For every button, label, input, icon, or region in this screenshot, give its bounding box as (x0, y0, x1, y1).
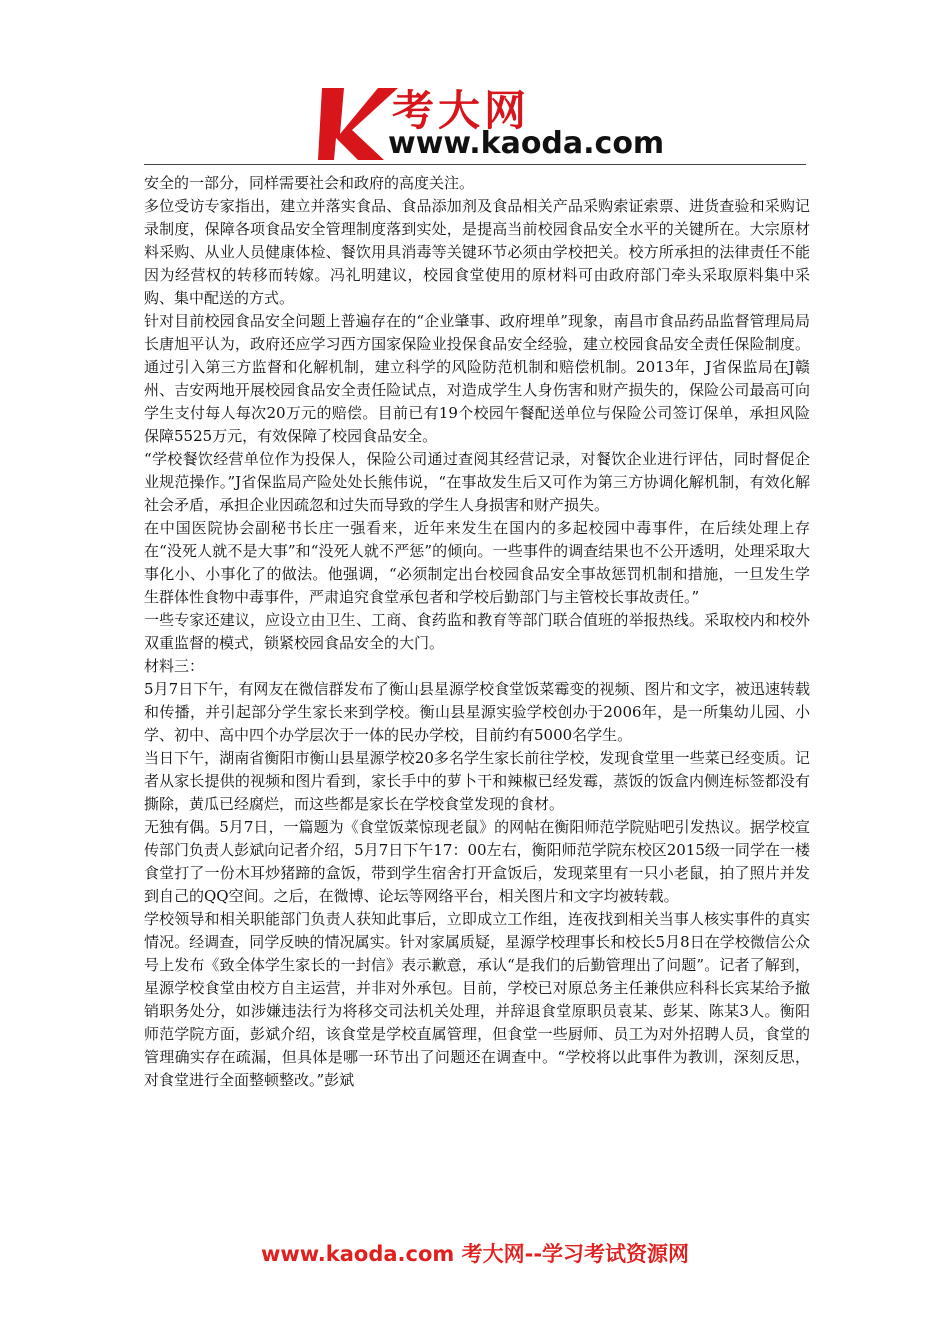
site-logo (318, 82, 665, 164)
paragraph: 学校领导和相关职能部门负责人获知此事后，立即成立工作组，连夜找到相关当事人核实事件的真实情况。经调查，同学反映的情况属实。针对家属质疑，星源学校理事长和校长5月8日在学校微信公众号上发布《致全体学生家长的一封信》表示歉意，承认“是我们的后勤管理出了问题”。记者了解到，星源学校食堂由校方自主运营，并非对外承包。目前，学校已对原总务主任兼供应科科长宾某给予撤销职务处分，如涉嫌违法行为将移交司法机关处理，并辞退食堂原职员袁某、彭某、陈某3人。衡阳师范学院方面，彭斌介绍，该食堂是学校直属管理，但食堂一些厨师、员工为对外招聘人员，食堂的管理确实存在疏漏，但具体是哪一环节出了问题还在调查中。“学校将以此事件为教训，深刻反思，对食堂进行全面整顿整改。”彭斌 (144, 910, 810, 1089)
logo-brand-cn: 考大网 (392, 86, 531, 135)
paragraph: 在中国医院协会副秘书长庄一强看来，近年来发生在国内的多起校园中毒事件，在后续处理上存在“没死人就不是大事”和“没死人就不严惩”的倾向。一些事件的调查结果也不公开透明，处理采取大事化小、小事化了的做法。他强调，“必须制定出台校园食品安全事故惩罚机制和措施，一旦发生学生群体性食物中毒事件，严肃追究食堂承包者和学校后勤部门与主管校长事故责任。” (144, 519, 810, 606)
paragraph: 无独有偶。5月7日，一篇题为《食堂饭菜惊现老鼠》的网帖在衡阳师范学院贴吧引发热议。据学校宣传部门负责人彭斌向记者介绍，5月7日下午17：00左右，衡阳师范学院东校区2015级一同学在一楼食堂打了一份木耳炒猪蹄的盒饭，带到学生宿舍打开盒饭后，发现菜里有一只小老鼠，拍了照片并发到自己的QQ空间。之后，在微博、论坛等网络平台，相关图片和文字均被转载。 (144, 818, 810, 905)
section-heading: 材料三： (144, 657, 205, 675)
document-body (144, 172, 810, 1092)
paragraph: 当日下午，湖南省衡阳市衡山县星源学校20多名学生家长前往学校，发现食堂里一些菜已经变质。记者从家长提供的视频和图片看到，家长手中的萝卜干和辣椒已经发霉，蒸饭的饭盒内侧连标签都没有撕除，黄瓜已经腐烂，而这些都是家长在学校食堂发现的食材。 (144, 749, 810, 813)
paragraph: 一些专家还建议，应设立由卫生、工商、食药监和教育等部门联合值班的举报热线。采取校内和校外双重监督的模式，锁紧校园食品安全的大门。 (144, 611, 810, 652)
paragraph: 5月7日下午，有网友在微信群发布了衡山县星源学校食堂饭菜霉变的视频、图片和文字，被迅速转载和传播，并引起部分学生家长来到学校。衡山县星源实验学校创办于2006年，是一所集幼儿园、小学、初中、高中四个办学层次于一体的民办学校，目前约有5000名学生。 (144, 680, 810, 744)
header-divider (144, 164, 806, 165)
paragraph: 多位受访专家指出，建立并落实食品、食品添加剂及食品相关产品采购索证索票、进货查验和采购记录制度，保障各项食品安全管理制度落到实处，是提高当前校园食品安全水平的关键所在。大宗原材料采购、从业人员健康体检、餐饮用具消毒等关键环节必须由学校把关。校方所承担的法律责任不能因为经营权的转移而转嫁。冯礼明建议，校园食堂使用的原材料可由政府部门牵头采取原料集中采购、集中配送的方式。 (144, 197, 810, 307)
paragraph: “学校餐饮经营单位作为投保人，保险公司通过查阅其经营记录，对餐饮企业进行评估，同时督促企业规范操作。”J省保监局产险处处长熊伟说，“在事故发生后又可作为第三方协调化解机制，有效化解社会矛盾，承担企业因疏忽和过失而导致的学生人身损害和财产损失。 (144, 450, 810, 514)
footer-banner: www.kaoda.com 考大网--学习考试资源网 (260, 1242, 690, 1266)
logo-brand-url: www.kaoda.com (388, 126, 665, 161)
paragraph: 安全的一部分，同样需要社会和政府的高度关注。 (144, 174, 475, 192)
paragraph: 针对目前校园食品安全问题上普遍存在的“企业肇事、政府埋单”现象，南昌市食品药品监督管理局局长唐旭平认为，政府还应学习西方国家保险业投保食品安全经验，建立校园食品安全责任保险制度。通过引入第三方监督和化解机制，建立科学的风险防范机制和赔偿机制。2013年，J省保监局在J赣州、吉安两地开展校园食品安全责任险试点，对造成学生人身伤害和财产损失的，保险公司最高可向学生支付每人每次20万元的赔偿。目前已有19个校园午餐配送单位与保险公司签订保单，承担风险保障5525万元，有效保障了校园食品安全。 (144, 312, 810, 445)
